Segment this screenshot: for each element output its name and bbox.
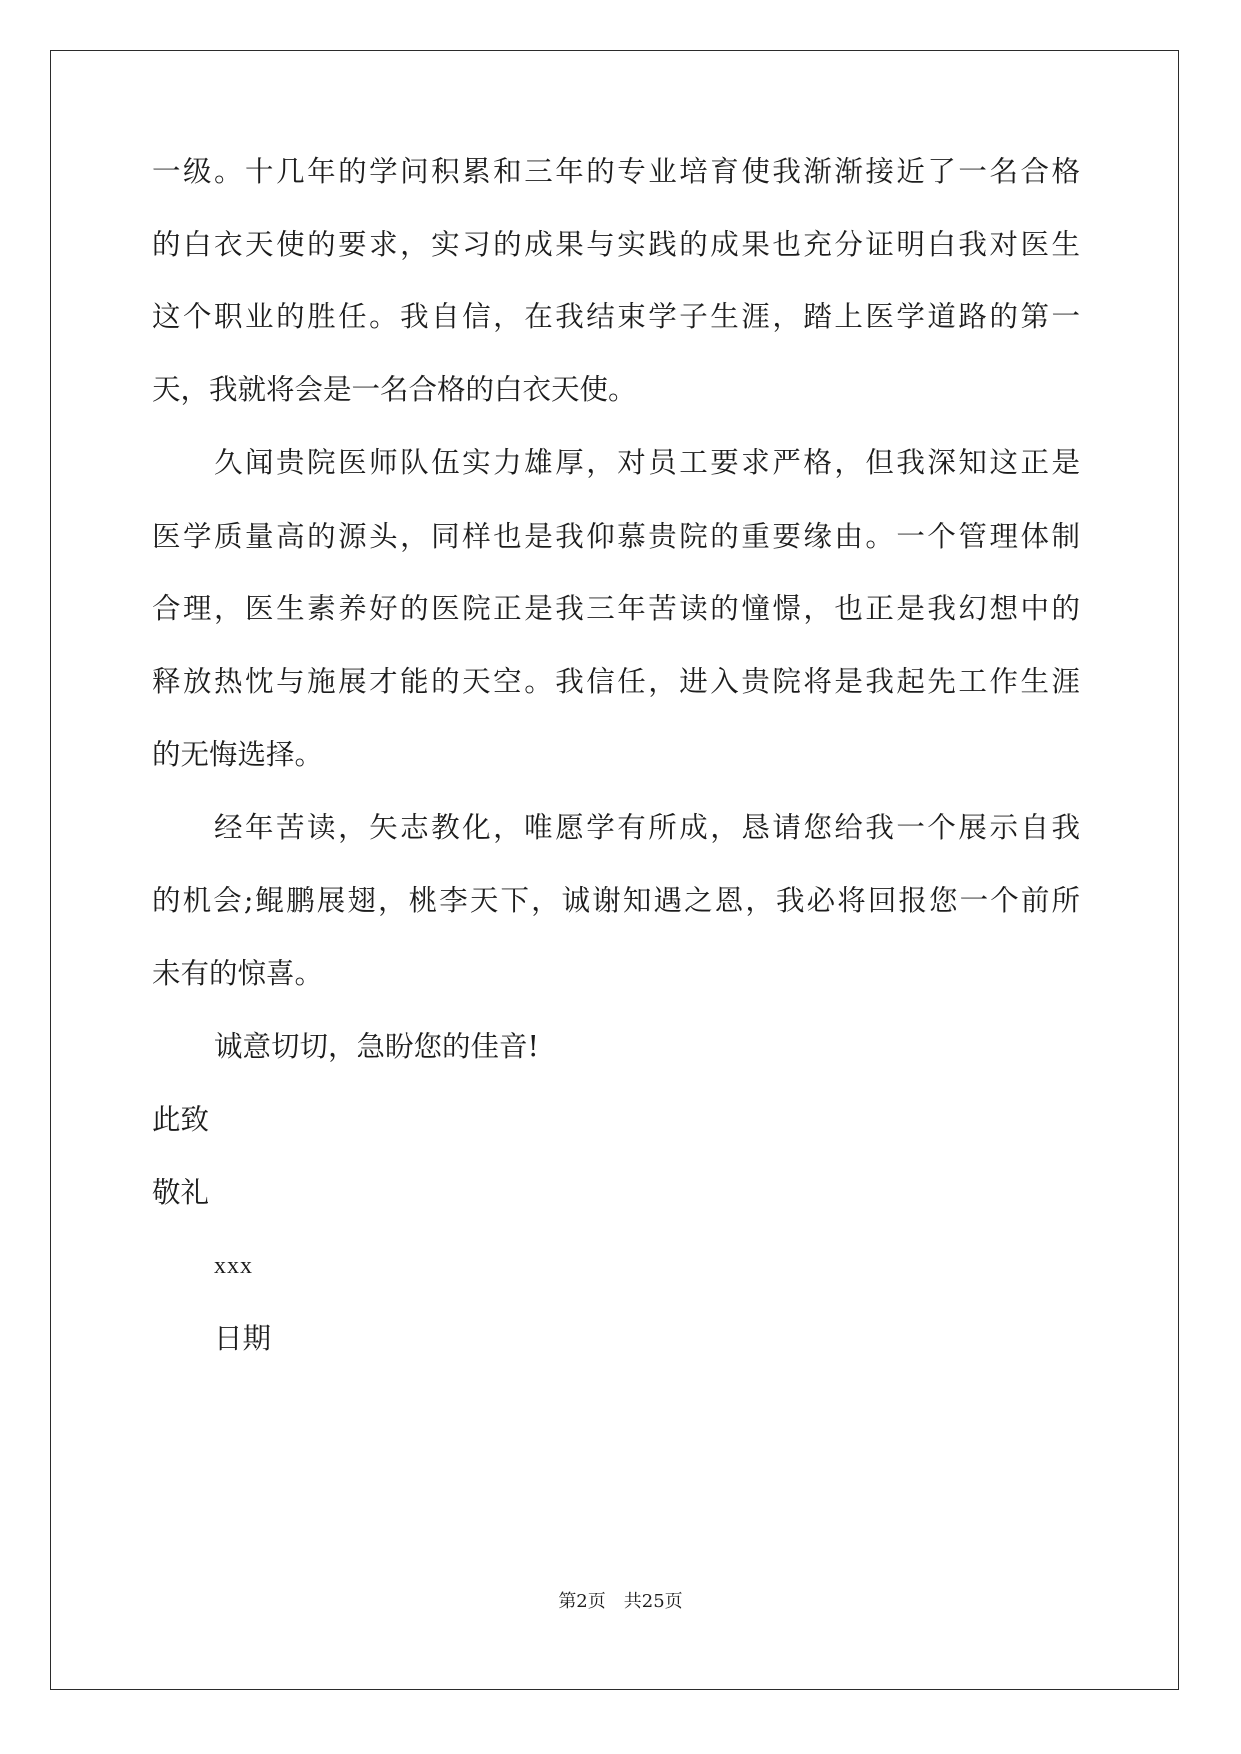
paragraph-line: 久闻贵院医师队伍实力雄厚，对员工要求严格，但我深知这正是 xyxy=(214,446,1080,479)
page-border xyxy=(50,50,1179,1690)
paragraph-line: 天，我就将会是一名合格的白衣天使。 xyxy=(152,373,637,406)
paragraph-line: 这个职业的胜任。我自信，在我结束学子生涯，踏上医学道路的第一 xyxy=(152,300,1080,333)
salutation-line: 此致 xyxy=(152,1103,210,1136)
paragraph-line: 的无悔选择。 xyxy=(152,738,324,771)
salutation-line: 敬礼 xyxy=(152,1176,210,1209)
paragraph-line: 一级。十几年的学问积累和三年的专业培育使我渐渐接近了一名合格 xyxy=(152,155,1080,188)
paragraph-line: 医学质量高的源头，同样也是我仰慕贵院的重要缘由。一个管理体制 xyxy=(152,520,1080,553)
page-number-footer: 第2页 共25页 xyxy=(558,1591,683,1612)
paragraph-line: 释放热忱与施展才能的天空。我信任，进入贵院将是我起先工作生涯 xyxy=(152,665,1080,698)
closing-line: 诚意切切，急盼您的佳音! xyxy=(214,1030,539,1063)
paragraph-line: 合理，医生素养好的医院正是我三年苦读的憧憬，也正是我幻想中的 xyxy=(152,592,1080,625)
paragraph-line: 未有的惊喜。 xyxy=(152,957,324,990)
paragraph-line: 的机会;鲲鹏展翅，桃李天下，诚谢知遇之恩，我必将回报您一个前所 xyxy=(152,884,1080,917)
paragraph-line: 经年苦读，矢志教化，唯愿学有所成，恳请您给我一个展示自我 xyxy=(214,811,1080,844)
signature-date: 日期 xyxy=(214,1322,272,1355)
paragraph-line: 的白衣天使的要求，实习的成果与实践的成果也充分证明白我对医生 xyxy=(152,228,1080,261)
signature-name: xxx xyxy=(214,1253,253,1279)
